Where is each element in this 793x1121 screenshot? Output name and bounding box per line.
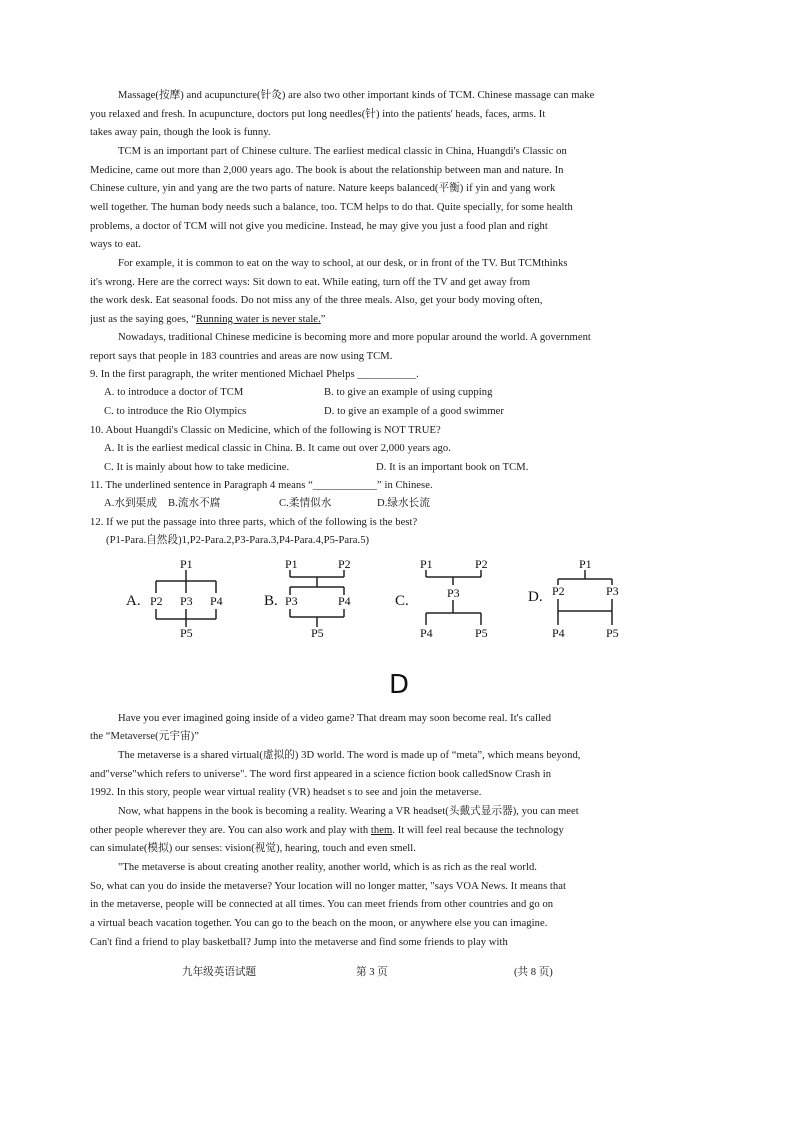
underlined-them: them: [370, 825, 393, 836]
passage-line: Medicine, came out more than 2,000 years ago. The book is about the relationship between man and nature. In: [90, 165, 564, 176]
passage-d-line: Have you ever imagined going inside of a video game? That dream may soon become real. It's called: [118, 713, 552, 724]
node-p4: P4: [552, 626, 565, 640]
node-p5: P5: [475, 626, 488, 640]
passage-line: Massage(按摩) and acupuncture(针灸) are also two other important kinds of TCM. Chinese massage can make: [118, 90, 595, 101]
passage-d-line: The metaverse is a shared virtual(虚拟的) 3D world. The word is made up of “meta”, which means beyond,: [118, 750, 581, 761]
option-letter-c: C.: [395, 593, 409, 609]
question-12-note: (P1-Para.自然段)1,P2-Para.2,P3-Para.3,P4-Para.4,P5-Para.5): [106, 535, 370, 546]
node-p5: P5: [606, 626, 619, 640]
node-p2: P2: [150, 594, 163, 608]
node-p5: P5: [311, 626, 324, 640]
passage-d-line: the “Metaverse(元宇宙)”: [90, 731, 199, 742]
node-p1: P1: [180, 557, 193, 571]
passage-d-line: a virtual beach vacation together. You can go to the beach on the moon, or anywhere else you can imagine.: [90, 918, 548, 929]
them-line-prefix: other people wherever they are. You can also work and play with: [90, 825, 371, 836]
passage-d-line: can simulate(模拟) our senses: vision(视觉), hearing, touch and even smell.: [90, 843, 416, 854]
passage-d-line: "The metaverse is about creating another reality, another world, which is as rich as the real world.: [118, 862, 537, 873]
node-p3: P3: [180, 594, 193, 608]
node-p3: P3: [606, 584, 619, 598]
question-10-stem: 10. About Huangdi's Classic on Medicine, which of the following is NOT TRUE?: [90, 425, 441, 436]
node-p5: P5: [180, 626, 193, 640]
question-11-stem: 11. The underlined sentence in Paragraph 4 means “____________” in Chinese.: [90, 480, 433, 491]
passage-line: Nowadays, traditional Chinese medicine is becoming more and more popular around the world. A government: [118, 332, 591, 343]
diagram-option-b: [264, 557, 351, 640]
passage-line: it's wrong. Here are the correct ways: Sit down to eat. While eating, turn off the TV and get away from: [90, 277, 531, 288]
question-9-option-d: D. to give an example of a good swimmer: [324, 406, 504, 417]
footer-page-number: 第 3 页: [356, 967, 388, 978]
node-p2: P2: [475, 557, 488, 571]
node-p1: P1: [579, 557, 592, 571]
underlined-sentence: Running water is never stale.: [196, 314, 321, 325]
question-11-option-d: D.绿水长流: [377, 498, 430, 509]
option-letter-d: D.: [528, 589, 543, 605]
option-letter-b: B.: [264, 593, 278, 609]
passage-d-line: in the metaverse, people will be connected at all times. You can meet friends from other countries and go on: [90, 899, 554, 910]
saying-suffix: ”: [320, 314, 326, 325]
passage-d-line: Can't find a friend to play basketball? Jump into the metaverse and find some friends to play with: [90, 937, 508, 948]
question-10-option-d: D. It is an important book on TCM.: [376, 462, 529, 473]
question-9-stem: 9. In the first paragraph, the writer mentioned Michael Phelps ___________.: [90, 369, 419, 380]
structure-diagrams: [118, 553, 638, 643]
diagram-option-c: [395, 557, 488, 640]
passage-d-line-them: [90, 824, 702, 839]
passage-line: problems, a doctor of TCM will not give you medicine. Instead, he may give you just a food plan and right: [90, 221, 548, 232]
passage-line: Chinese culture, yin and yang are the two parts of nature. Nature keeps balanced(平衡) if yin and yang work: [90, 183, 556, 194]
passage-d-line: Now, what happens in the book is becoming a reality. Wearing a VR headset(头戴式显示器), you can meet: [118, 806, 579, 817]
question-11-option-c: C.柔情似水: [279, 498, 332, 509]
question-10-option-ab: A. It is the earliest medical classic in China. B. It came out over 2,000 years ago.: [104, 443, 451, 454]
passage-d-line: So, what can you do inside the metaverse? Your location will no longer matter, "says VOA News. It means that: [90, 881, 567, 892]
passage-line: well together. The human body needs such a balance, too. TCM helps to do that. Quite specially, for some health: [90, 202, 573, 213]
node-p1: P1: [285, 557, 298, 571]
them-line-suffix: . It will feel real because the technology: [392, 825, 564, 836]
footer-total-pages: (共 8 页): [514, 967, 553, 978]
passage-d-line: 1992. In this story, people wear virtual reality (VR) headset s to see and join the metaverse.: [90, 787, 482, 798]
node-p4: P4: [210, 594, 223, 608]
saying-prefix: just as the saying goes, “: [90, 314, 197, 325]
passage-line: the work desk. Eat seasonal foods. Do not miss any of the three meals. Also, get your body moving often,: [90, 295, 543, 306]
passage-line: For example, it is common to eat on the way to school, at our desk, or in front of the TV. But TCMthinks: [118, 258, 568, 269]
question-11-option-a: A.水到渠成: [104, 498, 157, 509]
passage-d-line: and"verse"which refers to universe". The word first appeared in a science fiction book calledSnow Crash in: [90, 769, 552, 780]
passage-line: report says that people in 183 countries and areas are now using TCM.: [90, 351, 393, 362]
question-9-option-c: C. to introduce the Rio Olympics: [104, 406, 247, 417]
question-9-option-b: B. to give an example of using cupping: [324, 387, 493, 398]
node-p3: P3: [285, 594, 298, 608]
node-p2: P2: [552, 584, 565, 598]
question-9-option-a: A. to introduce a doctor of TCM: [104, 387, 244, 398]
node-p4: P4: [420, 626, 433, 640]
passage-line: takes away pain, though the look is funny.: [90, 127, 271, 138]
question-10-option-c: C. It is mainly about how to take medicine.: [104, 462, 290, 473]
diagram-option-a: [126, 557, 223, 640]
passage-line: you relaxed and fresh. In acupuncture, doctors put long needles(针) into the patients' heads, faces, arms. It: [90, 109, 546, 120]
passage-line-saying: [90, 313, 702, 328]
question-11-option-b: B.流水不腐: [168, 498, 221, 509]
footer-title: 九年级英语试题: [182, 967, 257, 978]
diagram-option-d: [528, 557, 619, 640]
question-12-stem: 12. If we put the passage into three parts, which of the following is the best?: [90, 517, 418, 528]
node-p4: P4: [338, 594, 351, 608]
node-p3: P3: [447, 586, 460, 600]
section-d-heading: D: [388, 670, 410, 700]
node-p1: P1: [420, 557, 433, 571]
passage-line: ways to eat.: [90, 239, 141, 250]
option-letter-a: A.: [126, 593, 141, 609]
passage-line: TCM is an important part of Chinese culture. The earliest medical classic in China, Huangdi's Classic on: [118, 146, 567, 157]
node-p2: P2: [338, 557, 351, 571]
